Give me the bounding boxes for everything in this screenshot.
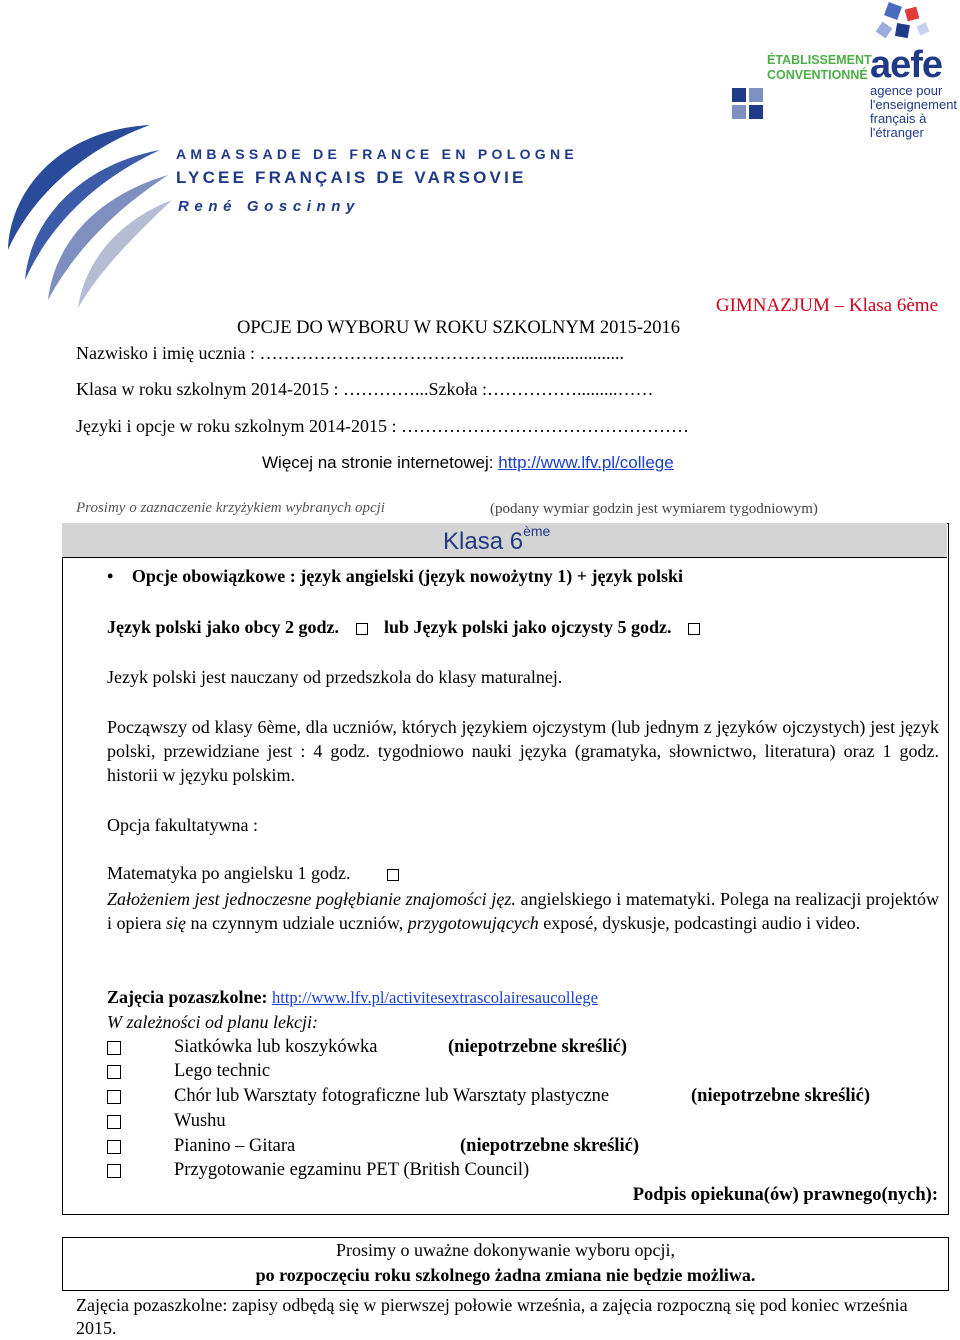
extra-link[interactable]: http://www.lfv.pl/activitesextrascolairesaucollege [271,988,598,1007]
math-checkbox[interactable] [387,869,399,881]
extra-item-label: Wushu [174,1111,226,1131]
lycee-logo [0,120,175,310]
extra-checkbox[interactable] [107,1065,121,1079]
school-patron: René Goscinny [178,198,360,215]
aefe-logo-word: aefe [870,44,943,86]
notice-line-1: Prosimy o uważne dokonywanie wyboru opcji, [336,1240,675,1260]
extra-item-label: Chór lub Warsztaty fotograficzne lub Warsztaty plastyczne [174,1086,610,1106]
notice-line-2: po rozpoczęciu roku szkolnego żadna zmiana nie będzie możliwa. [255,1265,756,1285]
math-desc-italic: Założeniem jest jednoczesne pogłębianie znajomości jęz. [107,889,516,909]
klasa-title-sup: ème [523,523,551,539]
aefe-squares-icon [732,88,764,120]
main-title: OPCJE DO WYBORU W ROKU SZKOLNYM 2015-2016 [237,318,680,338]
compulsory-text: Opcje obowiązkowe : język angielski (język nowożytny 1) + język polski [131,566,684,586]
math-desc-rest-2: na czynnym udziale uczniów, [185,913,408,933]
extra-item [107,1160,530,1181]
languages-row [76,416,689,437]
bullet-icon: • [107,566,114,586]
aefe-cubes-logo [868,0,948,46]
polish-foreign-checkbox[interactable] [356,623,368,635]
optional-heading: Opcja fakultatywna : [107,815,258,835]
extra-item [107,1111,226,1132]
languages-field[interactable]: ………………………………………… [400,416,689,436]
hours-note: (podany wymiar godzin jest wymiarem tygodniowym) [490,501,818,517]
polish-paragraph: Począwszy od klasy 6ème, dla uczniów, których językiem ojczystym (lub jednym z języków ojczystych) jest język polski, przewidziane jest : 4 godz. tygodniowo nauki języka (gramatyka, słownictwo, literatura) oraz 1 godz. historii w języku polskim. [107,717,939,785]
extra-checkbox[interactable] [107,1140,121,1154]
polish-taught-text: Jezyk polski jest nauczany od przedszkola do klasy maturalnej. [107,667,563,687]
klasa-title [443,523,551,556]
extra-item-label: Siatkówka lub koszykówka [174,1037,378,1057]
name-field[interactable]: ……………………………………......................... [259,343,624,363]
name-label: Nazwisko i imię ucznia : [76,343,255,363]
mark-instruction: Prosimy o zaznaczenie krzyżykiem wybranych opcji [76,500,385,516]
math-row [107,863,399,884]
extra-item-note: (niepotrzebne skreślić) [448,1037,627,1057]
math-desc-italic-3: przygotowujących [407,913,539,933]
math-label: Matematyka po angielsku 1 godz. [107,863,351,883]
math-desc-rest-1: angielskiego i matematyki. Polega na realizacji projektów i opiera [107,889,940,933]
school-name: LYCEE FRANÇAIS DE VARSOVIE [176,168,527,187]
extra-item [107,1086,870,1107]
final-note: Zajęcia pozaszkolne: zapisy odbędą się w pierwszej połowie września, a zajęcia rozpoczną się pod koniec września 2015. [76,1295,908,1338]
extra-item [107,1037,627,1058]
website-link[interactable]: http://www.lfv.pl/college [498,453,674,472]
polish-foreign-label: Język polski jako obcy 2 godz. [107,617,340,637]
extra-checkbox[interactable] [107,1164,121,1178]
signature-label: Podpis opiekuna(ów) prawnego(nych): [632,1185,938,1205]
aefe-badge: ÉTABLISSEMENT CONVENTIONNÉ [767,53,872,82]
extra-checkbox[interactable] [107,1090,121,1104]
extra-heading-row [107,987,598,1008]
math-desc-rest-3: exposé, dyskusje, podcastingi audio i video. [538,913,861,933]
class-row [76,379,653,400]
klasa-title-text: Klasa 6 [443,528,524,555]
extra-item-label: Lego technic [174,1061,271,1081]
class-label: Klasa w roku szkolnym 2014-2015 : [76,379,339,399]
polish-native-label: lub Język polski jako ojczysty 5 godz. [384,617,672,637]
extra-checkbox[interactable] [107,1115,121,1129]
aefe-tagline: agence pour l'enseignement français à l'étranger [870,83,958,140]
extra-heading: Zajęcia pozaszkolne: [107,987,268,1007]
extra-item-label: Przygotowanie egzaminu PET (British Council) [174,1160,530,1180]
extra-item [107,1136,639,1157]
class-field[interactable]: …………...Szkoła :…………….........…… [342,379,654,399]
extra-checkbox[interactable] [107,1041,121,1055]
website-label: Więcej na stronie internetowej: [262,453,494,472]
embassy-line: AMBASSADE DE FRANCE EN POLOGNE [176,146,579,162]
extra-item-label: Pianino – Gitara [174,1136,296,1156]
grade-title: GIMNAZJUM – Klasa 6ème [715,295,938,316]
polish-options-row [107,617,700,638]
math-description [107,887,939,935]
math-desc-italic-2: się [165,913,186,933]
extra-item-note: (niepotrzebne skreślić) [691,1086,870,1106]
languages-label: Języki i opcje w roku szkolnym 2014-2015 : [76,416,397,436]
name-row [76,343,624,364]
extra-item-note: (niepotrzebne skreślić) [460,1136,639,1156]
polish-native-checkbox[interactable] [688,623,700,635]
compulsory-row [107,566,683,587]
extra-item [107,1061,271,1082]
website-row [262,453,674,473]
extra-subheading: W zależności od planu lekcji: [107,1012,318,1032]
